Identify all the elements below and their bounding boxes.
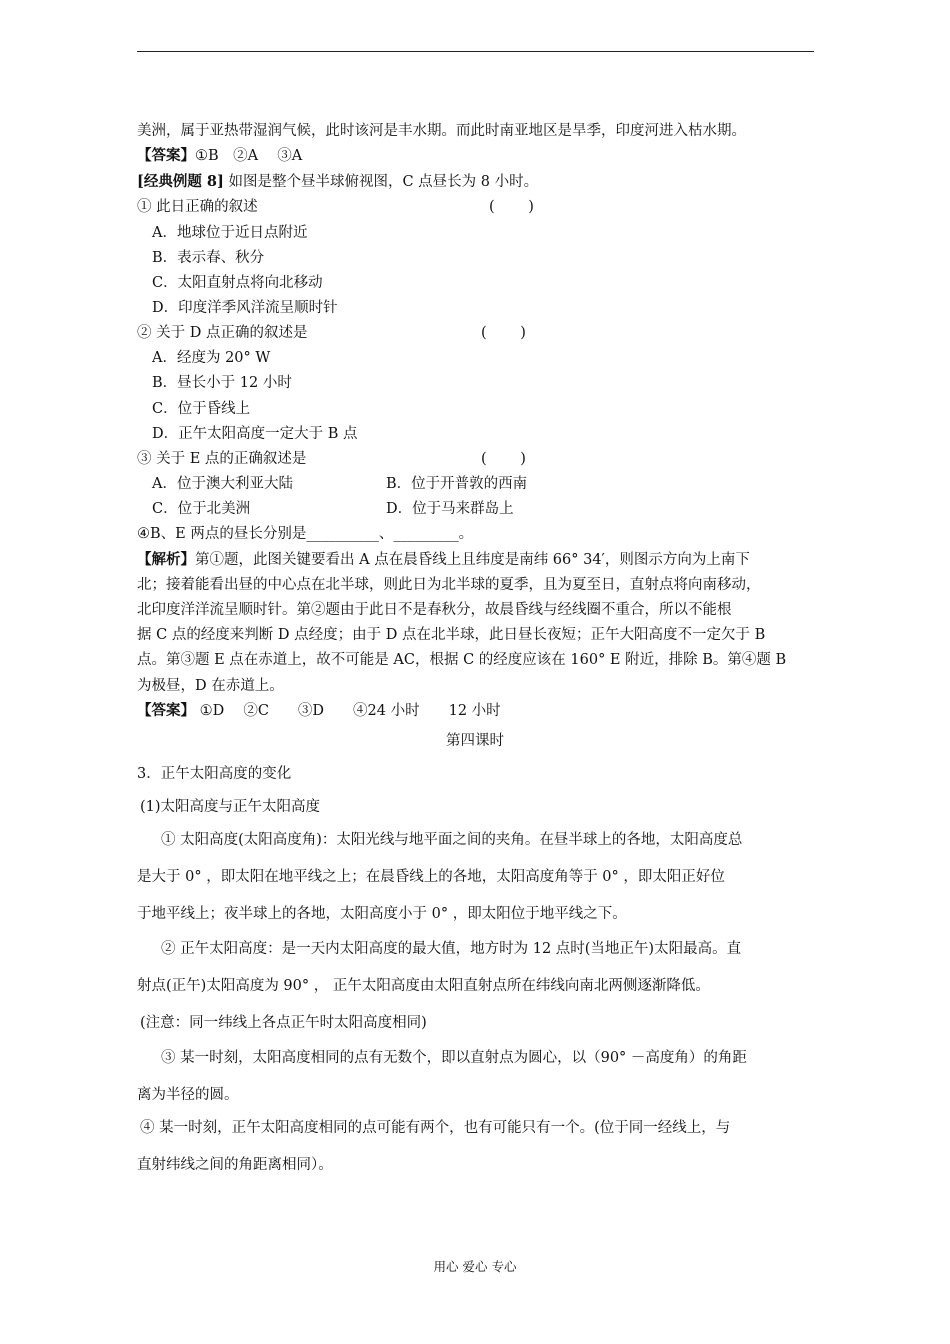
answer-text: ①D ②C ③D ④24 小时 12 小时 [195,703,501,719]
analysis-line: 北；接着能看出昼的中心点在北半球，则此日为北半球的夏季，且为夏至日，直射点将向南移动， [137,577,761,593]
question-1-text: ① 此日正确的叙述 [137,199,258,215]
answer-paren: ( ) [481,325,526,341]
subsection-heading: (1)太阳高度与正午太阳高度 [140,799,321,815]
body-text: 是大于 0° ，即太阳在地平线之上；在晨昏线上的各地，太阳高度角等于 0° ，即太阳正好位 [137,869,725,885]
section-title: 第四课时 [446,733,504,749]
option: B．昼长小于 12 小时 [152,375,292,391]
subsection-heading: 3．正午太阳高度的变化 [137,766,292,782]
header-rule [137,51,814,52]
body-text: 于地平线上；夜半球上的各地，太阳高度小于 0° ，即太阳位于地平线之下。 [137,906,627,922]
example-text: 如图是整个昼半球俯视图，C 点昼长为 8 小时。 [223,174,539,190]
body-text: 离为半径的圆。 [137,1087,239,1103]
option: D．位于马来群岛上 [386,501,514,517]
question-4: ④B、E 两点的昼长分别是__________、_________。 [137,526,474,542]
answer-line [137,701,501,721]
question-2-text: ② 关于 D 点正确的叙述是 [137,325,308,341]
option: B．位于开普敦的西南 [386,476,528,492]
option-row [152,499,652,519]
body-text: ② 正午太阳高度：是一天内太阳高度的最大值，地方时为 12 点时(当地正午)太阳最高。直 [161,941,742,957]
option: C．位于北美洲 [152,501,251,517]
analysis-text: 第①题，此图关键要看出 A 点在晨昏线上且纬度是南纬 66° 34′，则图示方向为上南下 [195,552,750,568]
option: D．正午太阳高度一定大于 B 点 [152,426,358,442]
analysis-line: 为极昼，D 在赤道上。 [137,678,284,694]
note-text: (注意：同一纬线上各点正午时太阳高度相同) [140,1015,427,1031]
analysis-label: 【解析】 [137,551,195,568]
question-3 [137,449,557,469]
page-footer: 用心 爱心 专心 [433,1259,517,1274]
analysis-line [137,550,750,570]
answer-line [137,146,302,166]
body-text: ③ 某一时刻，太阳高度相同的点有无数个，即以直射点为圆心，以（90° －高度角）的角距 [161,1050,747,1066]
option: C．位于昏线上 [152,401,251,417]
option: D．印度洋季风洋流呈顺时针 [152,300,338,316]
body-text: ④ 某一时刻，正午太阳高度相同的点可能有两个，也有可能只有一个。(位于同一经线上，与 [140,1120,731,1136]
answer-paren: ( ) [481,451,526,467]
question-2 [137,323,557,343]
body-text: 射点(正午)太阳高度为 90° ， 正午太阳高度由太阳直射点所在纬线向南北两侧逐渐降低。 [137,978,710,994]
option-row [152,474,652,494]
question-1 [137,197,557,217]
answer-text: ①B ②A ③A [195,148,303,164]
answer-label: 【答案】 [137,702,195,719]
option: A．地球位于近日点附近 [152,225,308,241]
option: C．太阳直射点将向北移动 [152,275,323,291]
body-text: 直射纬线之间的角距离相同）。 [137,1157,333,1173]
analysis-line: 北印度洋洋流呈顺时针。第②题由于此日不是春秋分，故晨昏线与经线圈不重合，所以不能根 [137,602,732,618]
question-3-text: ③ 关于 E 点的正确叙述是 [137,451,307,467]
option: A．经度为 20° W [152,350,271,366]
answer-label: 【答案】 [137,147,195,164]
body-text: ① 太阳高度(太阳高度角)：太阳光线与地平面之间的夹角。在昼半球上的各地，太阳高度总 [161,832,743,848]
analysis-line: 据 C 点的经度来判断 D 点经度；由于 D 点在北半球，此日昼长夜短；正午大阳高度不一定欠于 B [137,627,766,643]
example-label: [经典例题 8] [137,173,224,190]
analysis-line: 点。第③题 E 点在赤道上，故不可能是 AC，根据 C 的经度应该在 160° E 附近，排除 B。第④题 B [137,652,787,668]
option: A．位于澳大利亚大陆 [152,476,293,492]
option: B．表示春、秋分 [152,250,265,266]
answer-paren: ( ) [489,199,534,215]
text-line: 美洲，属于亚热带湿润气候，此时该河是丰水期。而此时南亚地区是旱季，印度河进入枯水期。 [137,123,746,139]
example-heading [137,172,538,192]
